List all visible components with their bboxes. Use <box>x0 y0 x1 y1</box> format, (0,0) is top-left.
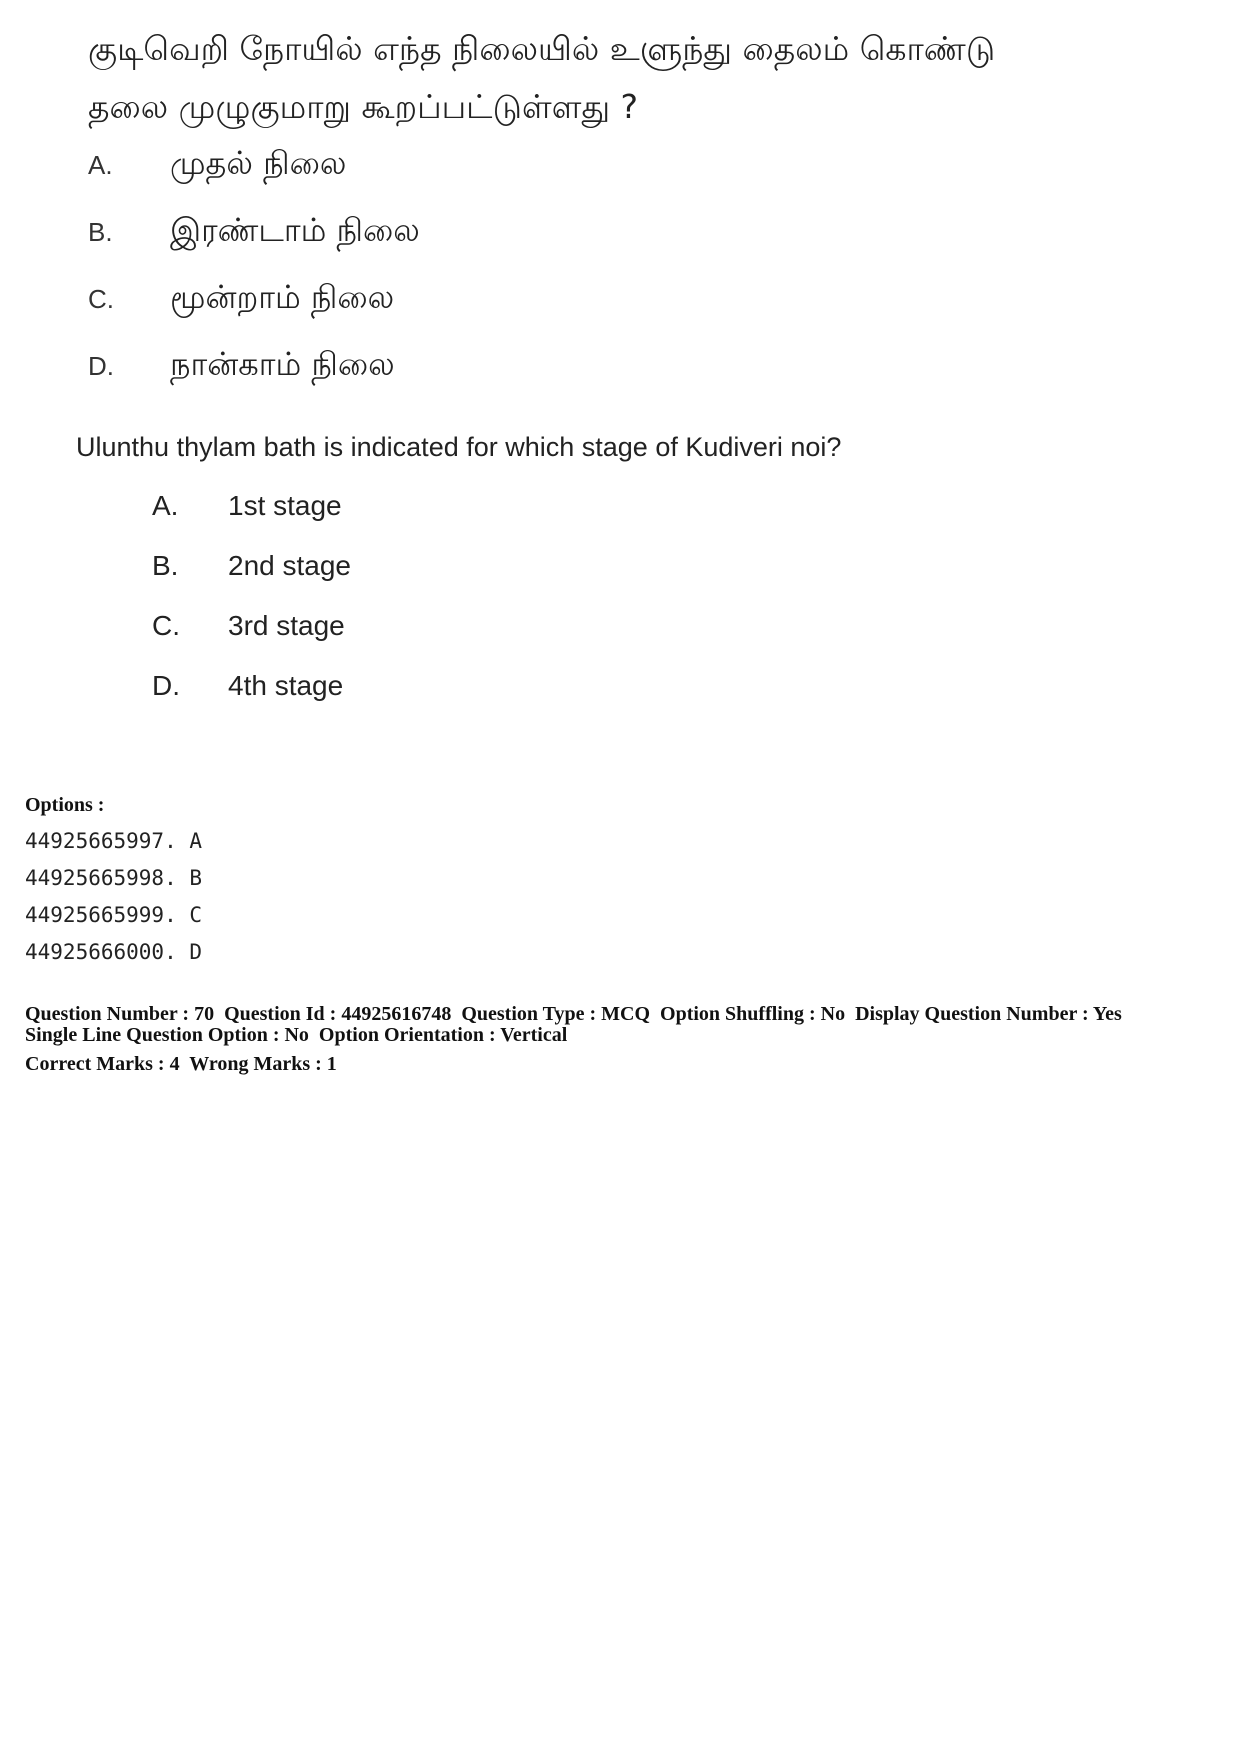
english-options-list <box>152 490 351 730</box>
options-heading: Options : <box>25 794 105 816</box>
tamil-options-list <box>88 144 1188 412</box>
tamil-option-d <box>88 345 1188 412</box>
metadata-line-1: Question Number : 70 Question Id : 44925616748 Question Type : MCQ Option Shuffling : No Display Question Number : Yes <box>25 1003 1122 1025</box>
tamil-option-a <box>88 144 1188 211</box>
options-section <box>25 794 202 971</box>
english-option-a <box>152 490 351 550</box>
english-question: Ulunthu thylam bath is indicated for which stage of Kudiveri noi? <box>76 432 842 462</box>
option-code-c: 44925665999. C <box>25 903 203 927</box>
option-letter: D. <box>88 351 114 381</box>
option-letter: A. <box>152 490 179 521</box>
option-text: 4th stage <box>228 670 344 701</box>
option-letter: C. <box>88 284 114 314</box>
option-code-b: 44925665998. B <box>25 866 203 890</box>
question-metadata <box>25 1004 1225 1075</box>
option-text: முதல் நிலை <box>170 144 347 182</box>
tamil-option-b <box>88 211 1188 278</box>
english-option-c <box>152 610 351 670</box>
option-text: இரண்டாம் நிலை <box>170 211 420 249</box>
english-option-d <box>152 670 351 730</box>
option-text: மூன்றாம் நிலை <box>170 278 395 316</box>
option-letter: C. <box>152 610 180 641</box>
option-text: 1st stage <box>228 490 342 521</box>
marks-line: Correct Marks : 4 Wrong Marks : 1 <box>25 1053 337 1075</box>
metadata-line-2: Single Line Question Option : No Option Orientation : Vertical <box>25 1024 568 1046</box>
option-code-a: 44925665997. A <box>25 829 203 853</box>
option-text: 3rd stage <box>228 610 345 641</box>
tamil-question-line-2: தலை முழுகுமாறு கூறப்பட்டுள்ளது ? <box>88 87 639 126</box>
option-letter: B. <box>88 217 113 247</box>
option-text: நான்காம் நிலை <box>170 345 395 383</box>
option-letter: A. <box>88 150 113 180</box>
tamil-option-c <box>88 278 1188 345</box>
option-letter: D. <box>152 670 180 701</box>
option-letter: B. <box>152 550 179 581</box>
tamil-question-block <box>88 20 1188 412</box>
option-text: 2nd stage <box>228 550 351 581</box>
english-option-b <box>152 550 351 610</box>
tamil-question-line-1: குடிவெறி நோயில் எந்த நிலையில் உளுந்து தைலம் கொண்டு <box>88 29 996 68</box>
option-code-d: 44925666000. D <box>25 940 203 964</box>
